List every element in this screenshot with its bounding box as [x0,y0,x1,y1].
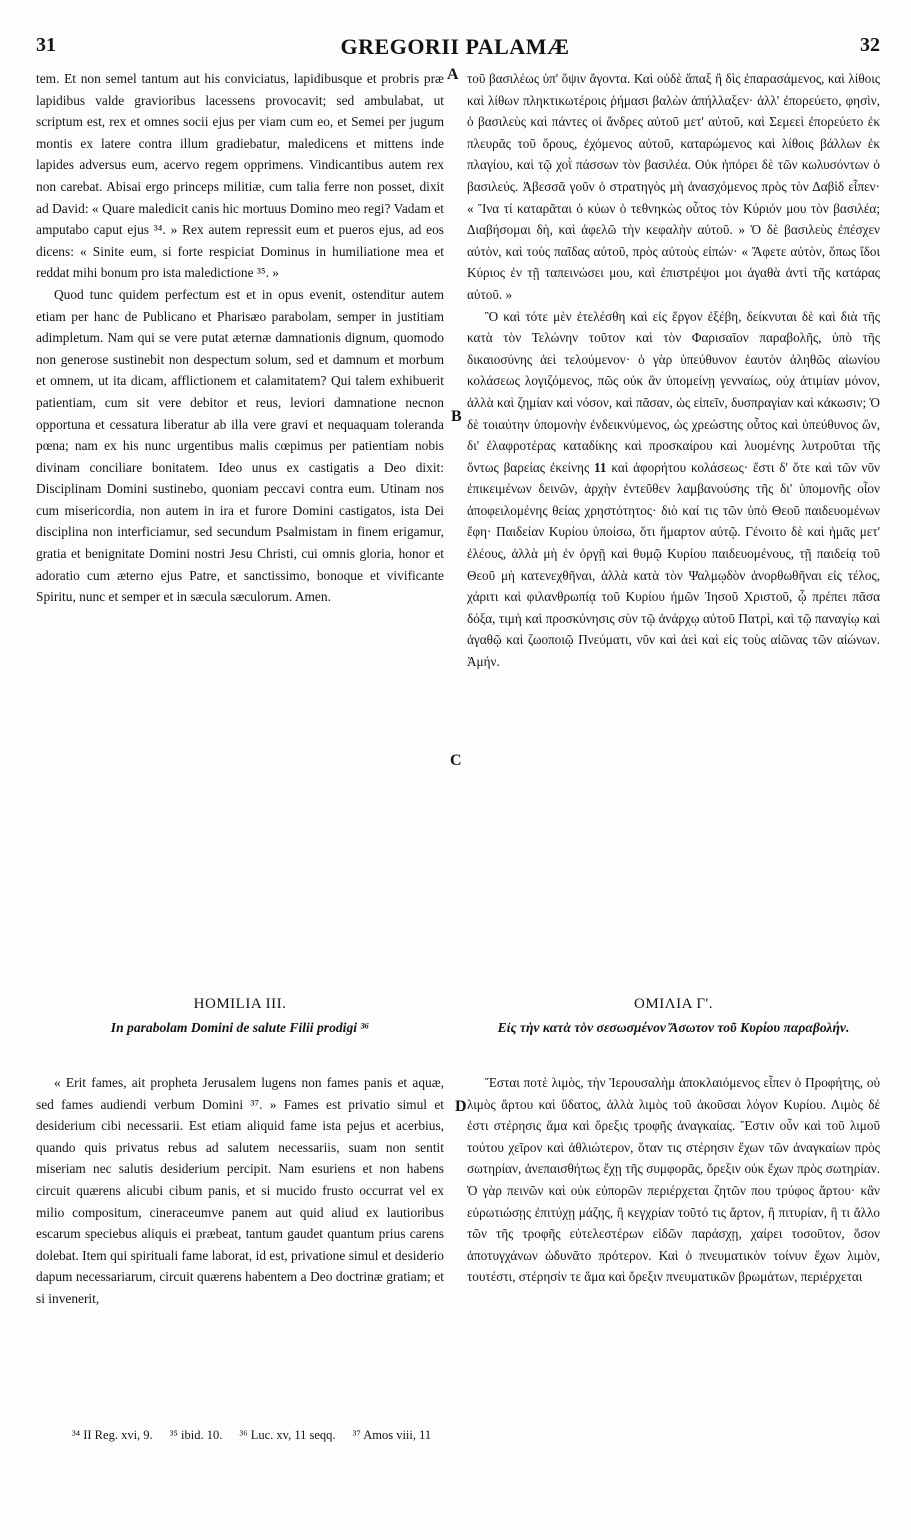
greek-homily-text: Ἔσται ποτὲ λιμὸς, τὴν Ἱερουσαλὴμ ἀποκλαιόμενος εἶπεν ὁ Προφήτης, οὐ λιμὸς ἄρτου καὶ ὕδατος, ἀλλὰ λιμὸς τοῦ ἀκοῦσαι λόγον Κυρίου. Λιμὸς δέ ἐστι στέρησις ἅμα καὶ ὄρεξις τροφῆς ἀναγκαίας. Ἔστιν οὖν καὶ τοῦ λιμοῦ τούτου χεῖρον καὶ ἀθλιώτερον, ὅταν τις στέρησιν ἔχων τῶν ἀναγκαίων πρὸς σωτηρίαν, ἀνεπαισθήτως ἔχῃ τῆς συμφορᾶς, ὄρεξιν οὐκ ἔχων πρὸς σωτηρίαν. Ὁ γὰρ πεινῶν καὶ οὐκ εὐπορῶν περιέρχεται ζητῶν που τρύφος ἄρτου· κἂν εὐρωτιώσῃς ἐπιτύχῃ μάζης, ἢ κεγχρίαν τοῦτό τις ἄρτον, ἢ πιτυρίαν, ἢ τι ἄλλο τῶν τῆς τροφῆς εὐτελεστέρων εἰδῶν παράσχῃ, χαίρει τοσοῦτον, ὅσον ἀποτυγχάνων ὠδυνᾶτο πρότερον. Καὶ ὁ πνευματικὸν τοίνυν ἔχων λιμὸν, τουτέστι, στέρησίν τε ἅμα καὶ ὄρεξιν πνευματικῶν βρωμάτων, περιέρχεται [467,1075,880,1285]
page-header [30,34,880,64]
greek-column-top [467,68,880,673]
latin-paragraph: Quod tunc quidem perfectum est et in opus evenit, ostenditur autem etiam per hanc de Publicano et Pharisæo parabolam, semper in justitiam adimpletum. Nam qui se vere putat æternæ damnationis dignum, quomodo non generose sustinebit non despectum solum, sed et damnum et morbum et omnem, ut ita dicam, afflictionem et calamitatem? Qui talem exhibuerit patientiam, cum sit vere debitor et reus, leviori damnatione necnon opportuna et cessatura liberatur ab illa vere gravi et nequaquam toleranda pœna; nam ex his nunc urgentibus malis cœpimus per patientiam nobis divinam conciliare bonitatem. Ideo unus ex castigatis a Deo dixit: Disciplinam Domini sustinebo, quoniam peccavi contra eum. Utinam nos cum misericordia, non autem in ira et furore Domini castigatos, ista Dei disciplina non interficiamur, sed secundum Psalmistam in finem erigamur, gratia et benignitate Domini nostri Jesu Christi, cui omnis gloria, honor et adoratio cum æterno ejus Patre, et sanctissimo, bonoque et vivificante Spiritu, nunc et semper et in sæcula sæculorum. Amen. [36,286,444,605]
greek-paragraph: τοῦ βασιλέως ὑπ' ὄψιν ἄγοντα. Καὶ οὐδὲ ἅπαξ ἢ δὶς ἐπαρασάμενος, καὶ λίθοις καὶ λίθων πληκτικωτέροις ῥήμασι βαλὼν ἀπήλλαξεν· ἀλλ' ἐπορεύετο, φησὶν, ὁ βασιλεὺς καὶ πάντες οἱ ἄνδρες αὐτοῦ μετ' αὐτοῦ, καὶ Σεμεεὶ ἐπορεύετο ἐκ πλευρᾶς τοῦ ὄρους, ἐχόμενος αὐτοῦ, καταρώμενος καὶ λίθοις βάλλων ἐκ πλαγίου, καὶ τῷ χοῒ πάσσων τὸν βασιλέα. Οὐκ ἠπόρει δὲ τῶν κωλυσόντων ὁ βασιλεύς. Ἀβεσσᾶ γοῦν ὁ στρατηγὸς μὴ ἀνασχόμενος πρὸς τὸν Δαβὶδ εἶπεν· « Ἵνα τί καταρᾶται ὁ κύων ὁ τεθνηκὼς οὗτος τὸν Κύριόν μου τὸν βασιλέα; Διαβήσομαι δὴ, καὶ ἀφελῶ τὴν κεφαλὴν αὐτοῦ. » Ὁ δὲ βασιλεὺς ἐπέσχεν αὐτὸν, καὶ τοὺς παῖδας αὐτοῦ, πρὸς αὐτοὺς εἰπών· « Ἄφετε αὐτὸν, ὅπως ἴδοι Κύριος ἐν τῇ ταπεινώσει μου, καὶ ἐπιστρέψοι μοι ἀγαθὰ ἀντὶ τῆς κατάρας αὐτοῦ. » [467,71,880,302]
homily-title-greek: ΟΜΙΛΙΑ Γ'. [634,996,713,1012]
page-number-left: 31 [36,34,56,56]
margin-letter-c: C [450,752,462,769]
running-title: GREGORII PALAMÆ [340,34,570,59]
greek-paragraph-text: Ὃ καὶ τότε μὲν ἐτελέσθη καὶ εἰς ἔργον ἐξέβη, δείκνυται δὲ καὶ διὰ τῆς κατὰ τὸν Τελώνην τοῦτον καὶ τὸν Φαρισαῖον παραβολῆς, ὑπὸ τῆς δικαιοσύνης ἀεὶ τελούμενον· ὁ γὰρ ὑπεύθυνον ἑαυτὸν ἀληθῶς αἰωνίου κολάσεως λογιζόμενος, πῶς οὐκ ἂν ὑπομείνῃ γενναίως, οὐχ ἀτιμίαν μόνον, ἀλλὰ καὶ ζημίαν καὶ νόσον, καὶ πᾶσαν, ὡς εἰπεῖν, δυσπραγίαν καὶ κάκωσιν; Ὁ δὲ τοιαύτην ὑπομονὴν ἐνδεικνύμενος, ὡς χρεώστης οὗτος καὶ ὑπεύθυνος ὢν, δι' ἐλαφροτέρας καταδίκης καὶ προσκαίρου καὶ λυομένης λυτροῦται τῆς ὄντως βαρείας ἐκείνης [467,308,880,475]
column-mark: 11 [594,459,607,475]
homily-title-latin: HOMILIA III. [193,996,287,1012]
footnote: ³⁷ Amos viii, 11 [352,1428,432,1442]
homily-heading-latin [36,996,444,1037]
footnote: ³⁴ II Reg. xvi, 9. [72,1428,153,1442]
homily-heading-greek [467,996,880,1037]
page-number-right: 32 [860,34,880,56]
latin-homily-text: « Erit fames, ait propheta Jerusalem lugens non fames panis et aquæ, sed fames audiendi verbum Domini ³⁷. » Fames est privatio simul et desiderium cibi necessarii. Est etiam aliquid fame ista pejus et acerbius, quando quis privatus rebus ad salutem necessariis, suam non sentit miseriam nec salutis desiderium percipit. Nam esuriens et non habens circuit quærens alicubi cibum panis, et si mucido frusto occurrat vel ex milio compositum, cineraceumve panem aut quid aliud ex lautioribus escarum speciebus aliquis ei præbeat, tantum gaudet quantum prius carens dolebat. Item qui spirituali fame laborat, id est, privatione simul et desiderio dapum necessariarum, circuit quærens habentem a Deo doctrinæ gratiam; et si invenerit, [36,1075,444,1306]
homily-subtitle-latin: In parabolam Domini de salute Filii prodigi ³⁶ [110,1020,370,1035]
greek-column-homily [467,1072,880,1288]
margin-letter-a: A [447,66,459,83]
latin-column-top [36,68,444,608]
greek-paragraph [467,306,880,673]
footnotes [72,1428,445,1443]
footnote: ³⁵ ibid. 10. [169,1428,223,1442]
latin-column-homily [36,1072,444,1310]
homily-subtitle-greek: Εἰς τὴν κατὰ τὸν σεσωσμένον Ἄσωτον τοῦ Κυρίου παραβολήν. [497,1020,850,1035]
latin-paragraph: tem. Et non semel tantum aut his conviciatus, lapidibusque et probris præ lapidibus valde gravioribus lacessens provocavit; sed ambulabat, ut scriptum est, rex et omnes socii ejus per viam cum eo, et Semei per jugum montis ex latere contra illum gradiebatur, maledicens et mittens inde lapides adversus eum, acervo regem opprimens. Vindicantibus autem rex non carebat. Abisai ergo princeps militiæ, cum talia ferre non posset, dixit ad David: « Quare maledicit canis hic mortuus Domino meo regi? Vadam et amputabo caput ejus ³⁴. » Rex autem repressit eum et pueros ejus, ad eos dicens: « Sinite eum, si forte respiciat Dominus in humiliatione mea et reddat mihi bonum pro ista maledictione ³⁵. » [36,71,444,281]
margin-letter-d: D [455,1098,467,1115]
greek-paragraph-text: καὶ ἀφορήτου κολάσεως· ἔστι δ' ὅτε καὶ τῶν νῦν ἐπικειμένων δεινῶν, ἀρχὴν ἐντεῦθεν λαμβανούσης τῆς δι' ὑπομονῆς οἷον ἀποφειλομένης θείας χρηστότητος· διὸ καί τις τῶν ὑπὸ Θεοῦ παιδευομένων ἔφη· Παιδείαν Κυρίου ὑποίσω, ὅτι ἥμαρτον αὐτῷ. Γένοιτο δὲ καὶ ἡμᾶς μετ' ἐλέους, ἀλλὰ μὴ ἐν ὀργῇ καὶ θυμῷ Κυρίου παιδευομένους, τῇ παιδείᾳ τοῦ Θεοῦ μὴ κατενεχθῆναι, ἀλλὰ κατὰ τὸν Ψαλμῳδὸν ἀνορθωθῆναι εἰς τέλος, χάριτι καὶ φιλανθρωπίᾳ τοῦ Κυρίου ἡμῶν Ἰησοῦ Χριστοῦ, ᾧ πρέπει πᾶσα δόξα, τιμὴ καὶ προσκύνησις σὺν τῷ ἀνάρχῳ αὐτοῦ Πατρὶ, καὶ τῷ παναγίῳ καὶ ἀγαθῷ καὶ ζωοποιῷ Πνεύματι, νῦν καὶ ἀεὶ καὶ εἰς τοὺς αἰῶνας τῶν αἰώνων. Ἀμήν. [467,459,881,670]
margin-letter-b: B [451,408,462,425]
footnote: ³⁶ Luc. xv, 11 seqq. [239,1428,336,1442]
